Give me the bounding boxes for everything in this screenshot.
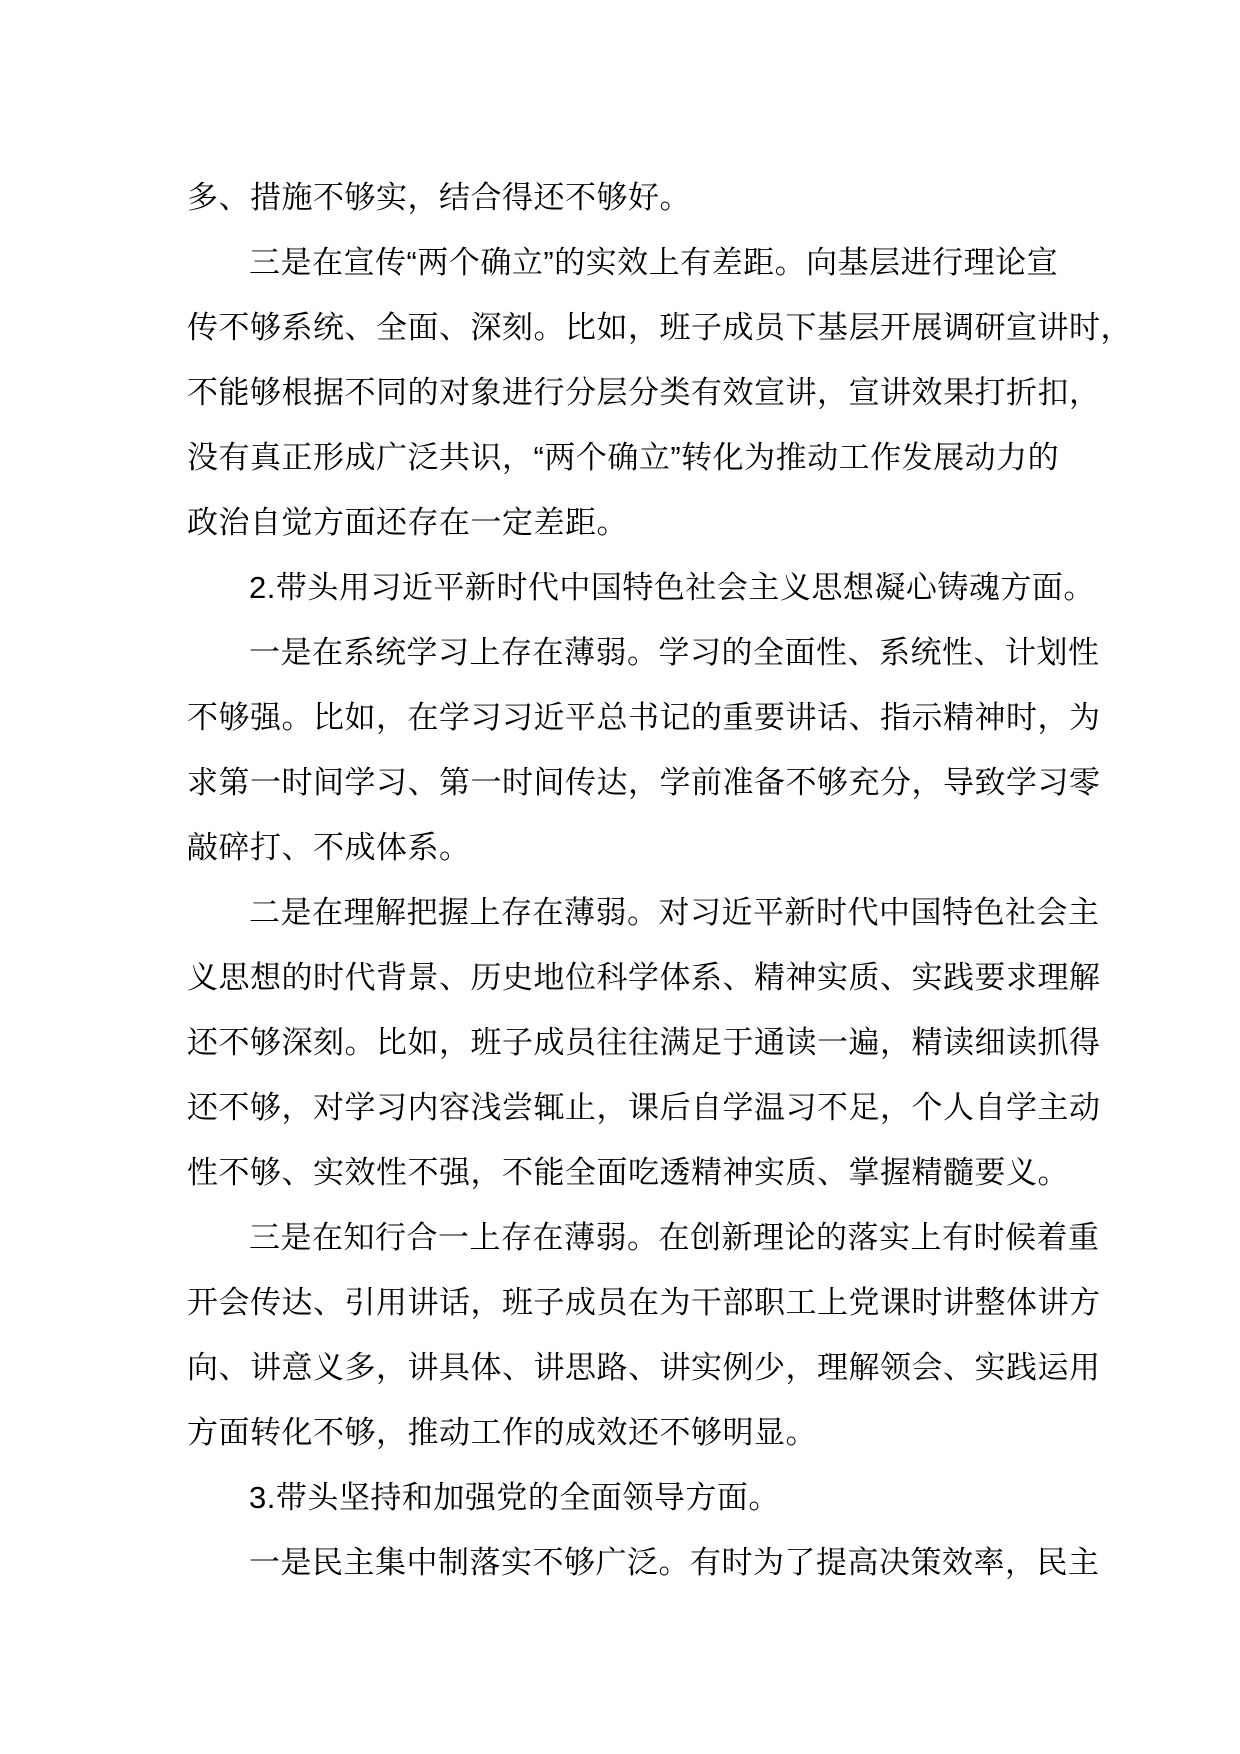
text-line: 二是在理解把握上存在薄弱。对习近平新时代中国特色社会主: [249, 895, 1100, 930]
text-line: 性不够、实效性不强，不能全面吃透精神实质、掌握精髓要义。: [187, 1155, 1069, 1190]
text-line: 方面转化不够，推动工作的成效还不够明显。: [187, 1415, 817, 1450]
text-line: 敲碎打、不成体系。: [187, 830, 471, 865]
text-line: 求第一时间学习、第一时间传达，学前准备不够充分，导致学习零: [187, 765, 1101, 800]
text-line: 一是在系统学习上存在薄弱。学习的全面性、系统性、计划性: [249, 635, 1100, 670]
text-line: 不够强。比如，在学习习近平总书记的重要讲话、指示精神时，为: [187, 700, 1101, 735]
text-line: 多、措施不够实，结合得还不够好。: [187, 180, 691, 215]
text-line: 还不够深刻。比如，班子成员往往满足于通读一遍，精读细读抓得: [187, 1025, 1101, 1060]
text-line: 政治自觉方面还存在一定差距。: [187, 505, 628, 540]
text-line: 开会传达、引用讲话，班子成员在为干部职工上党课时讲整体讲方: [187, 1285, 1101, 1320]
text-line: 向、讲意义多，讲具体、讲思路、讲实例少，理解领会、实践运用: [187, 1350, 1101, 1385]
document-text-block: [187, 165, 1132, 1595]
text-line: 一是民主集中制落实不够广泛。有时为了提高决策效率，民主: [249, 1545, 1100, 1580]
text-line: 三是在宣传“两个确立”的实效上有差距。向基层进行理论宣: [249, 245, 1059, 280]
text-line: 传不够系统、全面、深刻。比如，班子成员下基层开展调研宣讲时，: [187, 310, 1132, 345]
text-line: 不能够根据不同的对象进行分层分类有效宣讲，宣讲效果打折扣，: [187, 375, 1101, 410]
text-line: 义思想的时代背景、历史地位科学体系、精神实质、实践要求理解: [187, 960, 1101, 995]
text-line numbered-heading: 3.带头坚持和加强党的全面领导方面。: [249, 1480, 780, 1515]
text-line: 三是在知行合一上存在薄弱。在创新理论的落实上有时候着重: [249, 1220, 1100, 1255]
text-line numbered-heading: 2.带头用习近平新时代中国特色社会主义思想凝心铸魂方面。: [249, 570, 1095, 605]
text-line: 还不够，对学习内容浅尝辄止，课后自学温习不足，个人自学主动: [187, 1090, 1101, 1125]
text-line: 没有真正形成广泛共识，“两个确立”转化为推动工作发展动力的: [187, 440, 1060, 475]
